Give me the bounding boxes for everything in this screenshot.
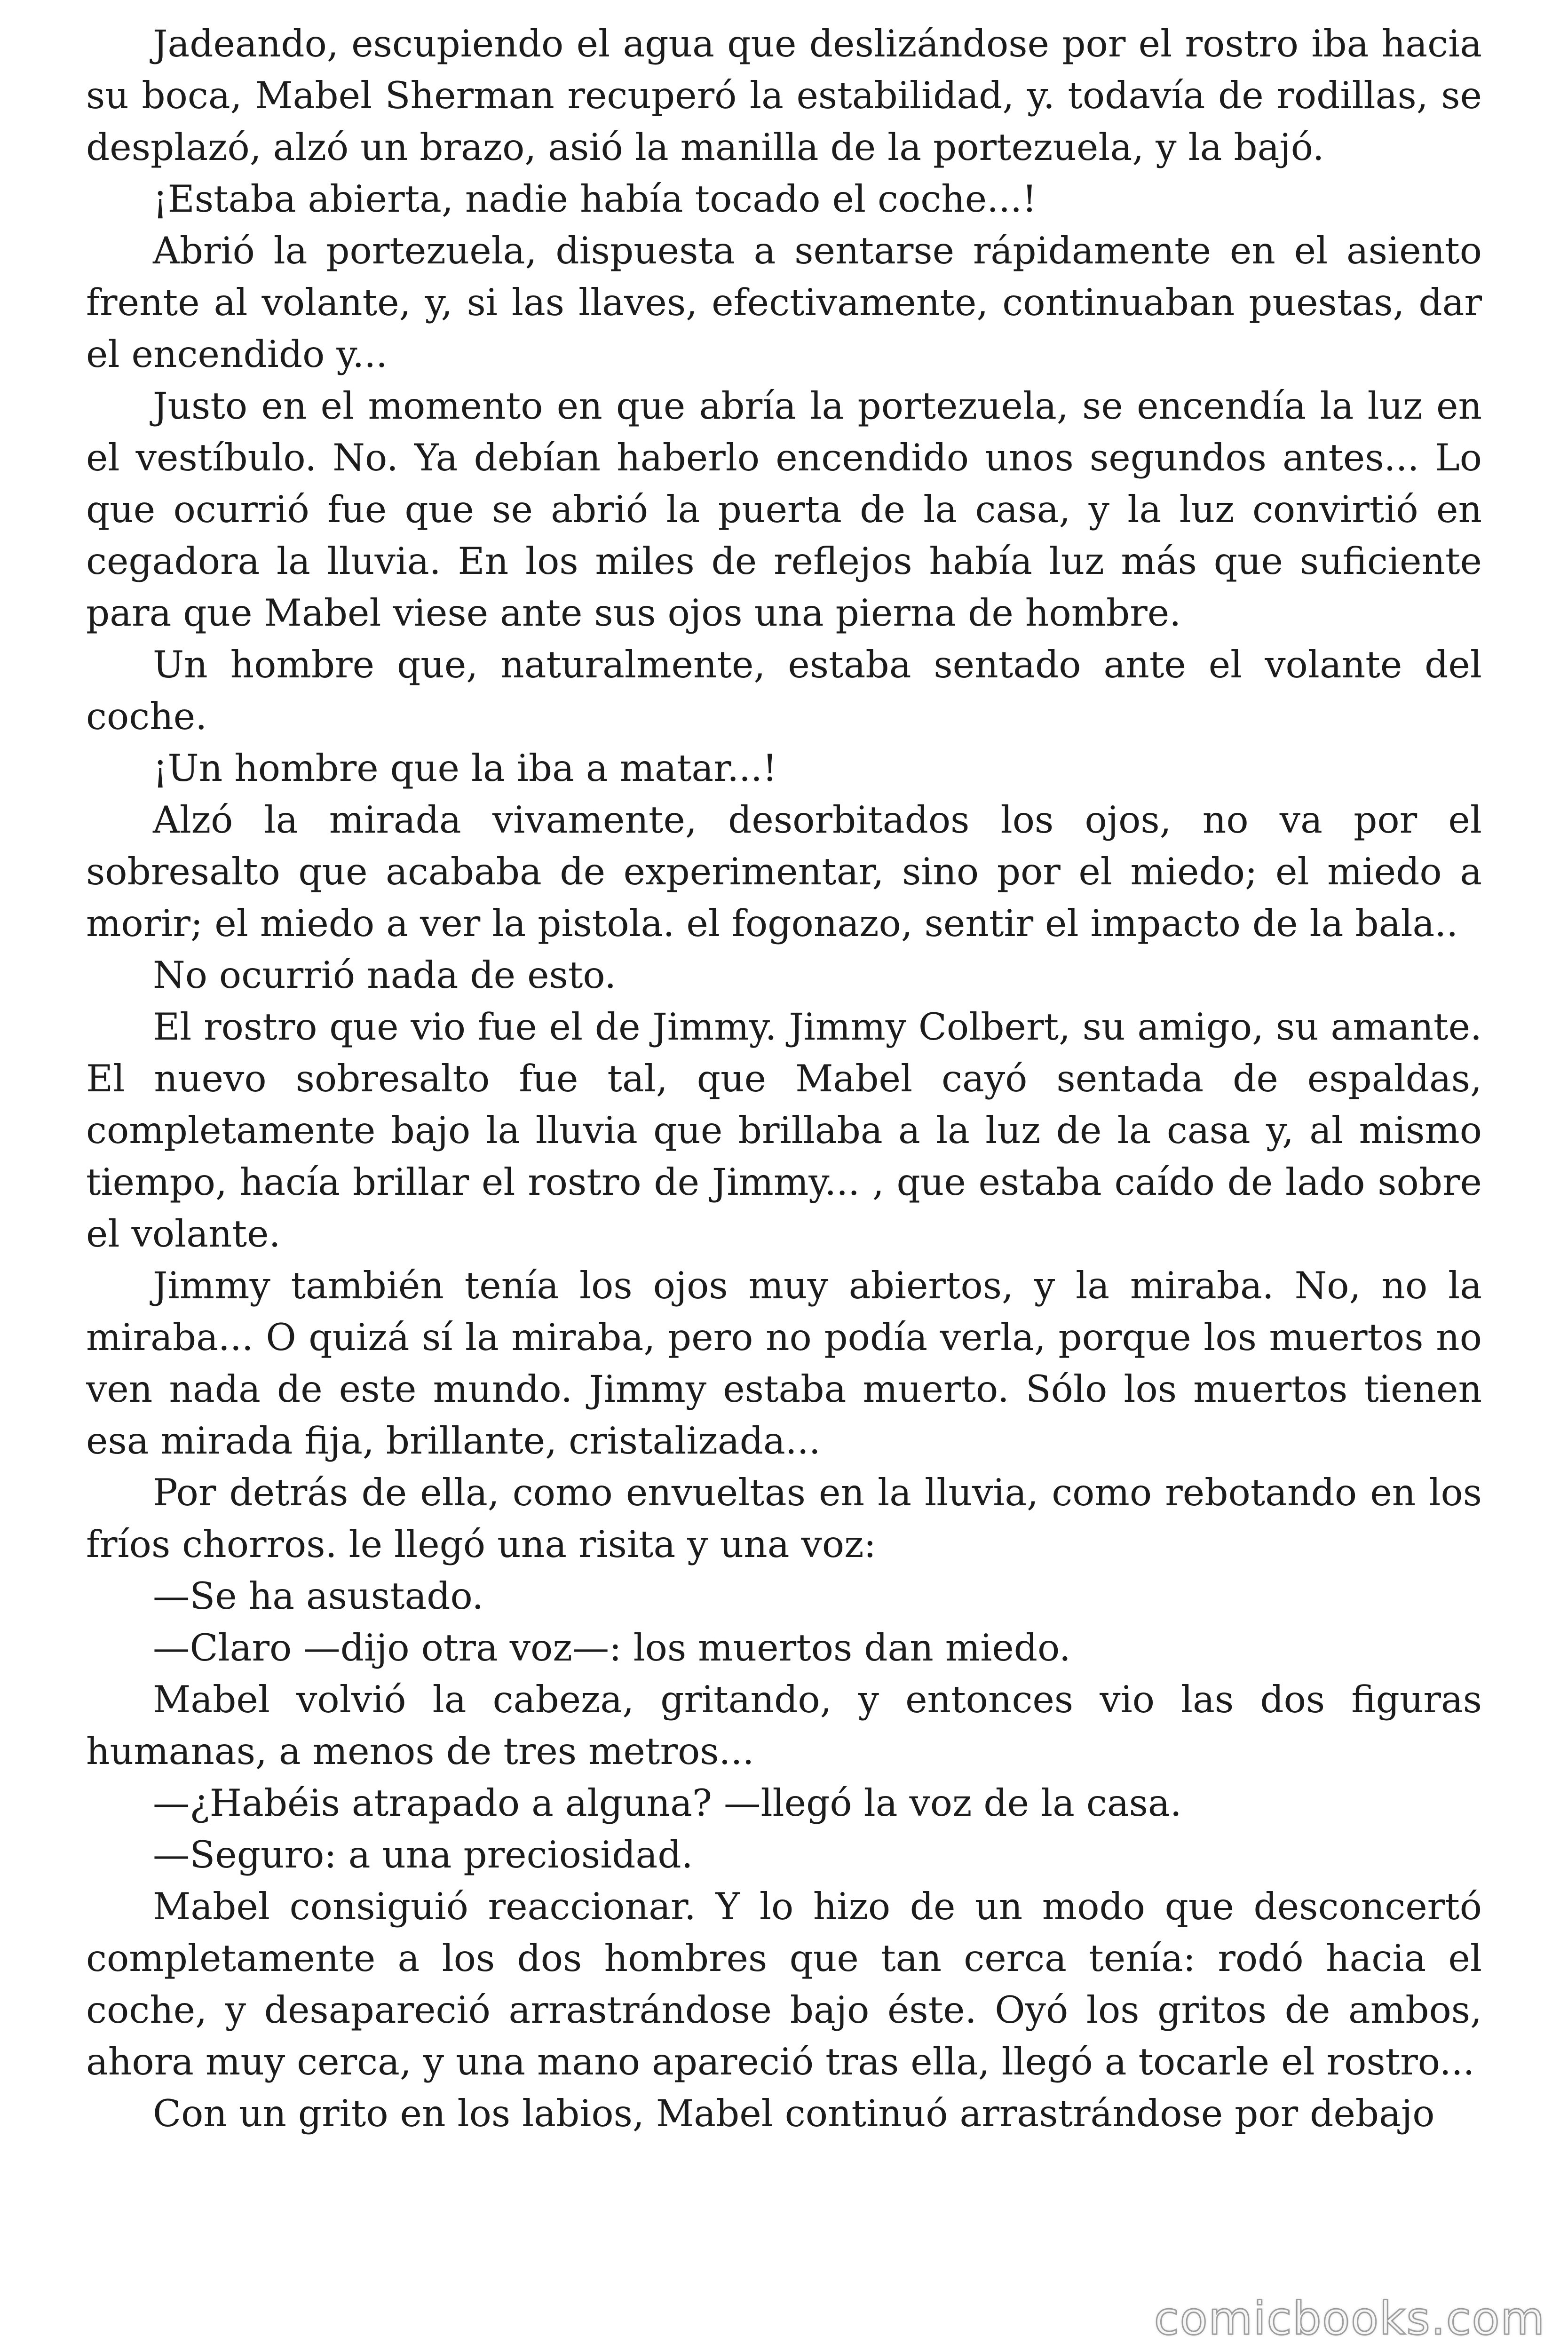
paragraph: Alzó la mirada vivamente, desorbitados los ojos, no va por el sobresalto que acababa de experimentar, sino por el miedo; el miedo a morir; el miedo a ver la pistola. el fogonazo, sentir el impacto de la bala..: [86, 798, 1482, 945]
dialogue-line: —Se ha asustado.: [153, 1574, 484, 1618]
paragraph: Mabel consiguió reaccionar. Y lo hizo de un modo que desconcertó completamente a los dos hombres que tan cerca tenía: rodó hacia el coche, y desapareció arrastrándose bajo éste. Oyó los gritos de ambos, ahora muy cerca, y una mano apareció tras ella, llegó a tocarle el rostro...: [86, 1885, 1482, 2083]
dialogue-line: —¿Habéis atrapado a alguna? —llegó la voz de la casa.: [153, 1781, 1182, 1825]
paragraph: El rostro que vio fue el de Jimmy. Jimmy Colbert, su amigo, su amante. El nuevo sobresalto fue tal, que Mabel cayó sentada de espaldas, completamente bajo la lluvia que brillaba a la luz de la casa y, al mismo tiempo, hacía brillar el rostro de Jimmy... , que estaba caído de lado sobre el volante.: [86, 1005, 1482, 1255]
paragraph: Un hombre que, naturalmente, estaba sentado ante el volante del coche.: [86, 643, 1482, 738]
paragraph: Justo en el momento en que abría la portezuela, se encendía la luz en el vestíbulo. No. Ya debían haberlo encendido unos segundos antes... Lo que ocurrió fue que se abrió la puerta de la casa, y la luz convirtió en cegadora la lluvia. En los miles de reflejos había luz más que suficiente para que Mabel viese ante sus ojos una pierna de hombre.: [86, 384, 1482, 635]
paragraph: Por detrás de ella, como envueltas en la lluvia, como rebotando en los fríos chorros. le llegó una risita y una voz:: [86, 1471, 1482, 1566]
paragraph: No ocurrió nada de esto.: [153, 954, 617, 997]
paragraph: Mabel volvió la cabeza, gritando, y entonces vio las dos figuras humanas, a menos de tres metros...: [86, 1678, 1482, 1773]
paragraph: Con un grito en los labios, Mabel continuó arrastrándose por debajo: [153, 2092, 1435, 2135]
dialogue-line: —Seguro: a una preciosidad.: [153, 1833, 693, 1876]
paragraph: Jimmy también tenía los ojos muy abiertos, y la miraba. No, no la miraba... O quizá sí la miraba, pero no podía verla, porque los muertos no ven nada de este mundo. Jimmy estaba muerto. Sólo los muertos tienen esa mirada fija, brillante, cristalizada...: [86, 1264, 1482, 1462]
page-text-body: [86, 18, 1482, 2342]
dialogue-line: —Claro —dijo otra voz—: los muertos dan miedo.: [153, 1626, 1071, 1669]
watermark-logo: comicbooks.com: [1154, 2292, 1545, 2345]
paragraph: ¡Estaba abierta, nadie había tocado el coche...!: [153, 177, 1037, 221]
paragraph: Abrió la portezuela, dispuesta a sentarse rápidamente en el asiento frente al volante, y, si las llaves, efectivamente, continuaban puestas, dar el encendido y...: [86, 229, 1482, 376]
paragraph: Jadeando, escupiendo el agua que deslizándose por el rostro iba hacia su boca, Mabel Sherman recuperó la estabilidad, y. todavía de rodillas, se desplazó, alzó un brazo, asió la manilla de la portezuela, y la bajó.: [86, 22, 1482, 169]
paragraph: ¡Un hombre que la iba a matar...!: [153, 747, 777, 790]
